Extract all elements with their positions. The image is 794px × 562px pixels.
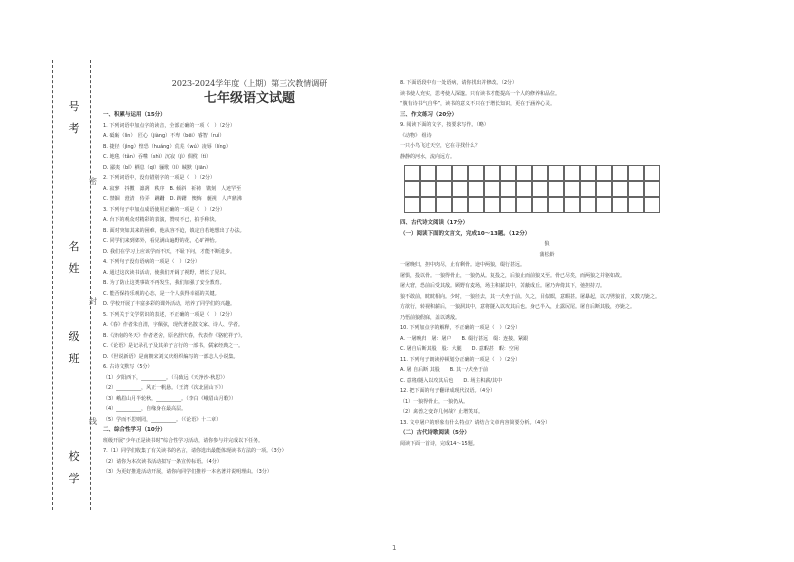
grid-cell[interactable] <box>484 197 500 213</box>
question-line: A. 通过这次读书活动，使我们开阔了视野，增长了见识。 <box>103 269 230 276</box>
reading-line: 11. 下列句子朗读停顿划分正确的一项是（ ）（2分） <box>400 356 521 363</box>
grid-cell[interactable] <box>596 165 612 181</box>
question-line: 6. 古诗文默写（5分） <box>103 364 153 370</box>
grid-cell[interactable] <box>532 197 548 213</box>
grid-cell[interactable] <box>564 165 580 181</box>
grid-cell[interactable] <box>420 197 436 213</box>
reading-line: 屠大窘，恐前后受其敌。顾野有麦场，场主积薪其中，苫蔽成丘。屠乃奔倚其下，弛担持刀。 <box>400 283 606 289</box>
grid-cell[interactable] <box>548 197 564 213</box>
grid-cell[interactable] <box>404 197 420 213</box>
gutter-dashed-line <box>52 60 53 510</box>
grid-cell[interactable] <box>644 165 660 181</box>
question-line: 8. 下面语段中有一处语病，请你找出并修改。（2分） <box>400 80 518 86</box>
reading-line: A. 一屠晚归 屠：屠户 B. 缀行甚远 缀：连接，紧跟 <box>400 335 529 342</box>
seal-line-label: 封 <box>89 297 97 306</box>
question-line: （2）__________，风正一帆悬。（王湾《次北固山下》） <box>103 385 227 391</box>
left-column <box>103 78 396 478</box>
question-line: 静静的河水，流向远方。 <box>400 153 456 160</box>
reading-line: C. 意将/隧入以攻其后也 D. 场主积薪/其中 <box>400 377 503 384</box>
grid-cell[interactable] <box>548 165 564 181</box>
question-line: B. 捷径（jìng）惶恐（huáng）荒芜（wú）凌辱（líng） <box>103 143 231 150</box>
grid-cell[interactable] <box>404 165 420 181</box>
question-line: （3）为更好推进活动开展，请你向同学们推荐一本名著并说明理由。（3分） <box>103 469 272 475</box>
question-line: A. 台下的观众对精彩的表演，赞叹不已，拍手称快。 <box>103 217 220 223</box>
grid-cell[interactable] <box>484 165 500 181</box>
grid-cell[interactable] <box>612 197 628 213</box>
question-line: D. 我们在学习上应该学而不厌，不耻下问，才能不断进步。 <box>103 248 236 255</box>
question-line: C.《论语》是记录孔子及其弟子言行的一部书，儒家经典之一。 <box>103 343 244 349</box>
question-line: 《动物》 组诗 <box>400 132 432 139</box>
reading-line: 四、古代诗文阅读（17分） <box>400 220 469 226</box>
grid-cell[interactable] <box>516 197 532 213</box>
grid-cell[interactable] <box>436 181 452 197</box>
question-line: 班级开展“少年正是读书时”综合性学习活动，请你参与并完成以下任务。 <box>103 437 264 444</box>
reading-line: 方欲行，转视积薪后，一狼洞其中，意将隧入以攻其后也。身已半入，止露尻尾。屠自后断其股，亦毙之。 <box>400 304 636 310</box>
question-line: “腹有诗书气自华”，读书的意义不只在于增长知识，更在于涵养心灵。 <box>400 101 556 107</box>
right-column <box>400 78 694 449</box>
grid-cell[interactable] <box>580 165 596 181</box>
gutter-label: 考 <box>68 122 80 135</box>
gutter-label: 校 <box>68 450 80 463</box>
grid-cell[interactable] <box>452 197 468 213</box>
reading-line: （一）阅读下面的文言文，完成10～13题。（12分） <box>400 230 531 237</box>
question-line: （4）__________，自缘身在最高层。 <box>103 406 187 412</box>
writing-grid <box>404 165 662 215</box>
grid-cell[interactable] <box>580 181 596 197</box>
question-line: 读书使人充实，思考使人深邃。只有读书才能提高一个人的修养和品位。 <box>400 90 561 97</box>
question-line: （5）学而不思则罔，__________。（《论语》十二章） <box>103 416 222 423</box>
grid-cell[interactable] <box>644 197 660 213</box>
grid-cell[interactable] <box>628 165 644 181</box>
reading-line: 12. 把下面的句子翻译成现代汉语。（4分） <box>400 388 496 394</box>
question-line: 9. 阅读下面的文字，按要求写作。（略） <box>400 122 489 128</box>
reading-line: 蒲松龄 <box>539 251 555 258</box>
question-line: 一只小鸟飞过天空，它在寻找什么？ <box>400 143 481 149</box>
grid-cell[interactable] <box>500 181 516 197</box>
reading-line: （2）禽兽之变诈几何哉？止增笑耳。 <box>400 409 484 415</box>
grid-cell[interactable] <box>612 181 628 197</box>
question-line: 7.（1）同学们收集了有关读书的名言，请你选出最能体现读书方法的一项。（3分） <box>103 448 287 454</box>
reading-line: 13. 文中屠户的形象有什么特点？请结合文章内容简要分析。（4分） <box>400 419 551 426</box>
grid-cell[interactable] <box>436 197 452 213</box>
seal-line-label: 线 <box>89 417 97 426</box>
question-line: C. 能否保持乐观的心态，是一个人获得幸福的关键。 <box>103 290 220 297</box>
gutter-label: 名 <box>68 240 80 253</box>
reading-line: 乃悟前狼假寐，盖以诱敌。 <box>400 314 461 321</box>
reading-line: 屠惧，投以骨。一狼得骨止，一狼仍从。复投之，后狼止而前狼又至。骨已尽矣，而两狼之并驱如故。 <box>400 272 626 279</box>
question-line: B.《济南的冬天》作者老舍，原名舒庆春，代表作《骆驼祥子》。 <box>103 332 246 339</box>
gutter-dashed-line <box>90 60 91 510</box>
grid-cell[interactable] <box>596 181 612 197</box>
question-line: 5. 下列关于文学常识的表述，不正确的一项是（ ）（2分） <box>103 311 236 318</box>
reading-line: （1）一狼得骨止，一狼仍从。 <box>400 398 469 405</box>
grid-cell[interactable] <box>468 197 484 213</box>
grid-cell[interactable] <box>452 165 468 181</box>
question-line: A.《春》作者朱自清，字佩弦，现代著名散文家、诗人、学者。 <box>103 322 243 328</box>
grid-cell[interactable] <box>532 165 548 181</box>
question-line: C. 同学们来到郊外，看见满山遍野的花，心旷神怡。 <box>103 238 220 244</box>
page-number: 1 <box>392 544 397 552</box>
grid-cell[interactable] <box>644 181 660 197</box>
grid-cell[interactable] <box>420 181 436 197</box>
grid-cell[interactable] <box>596 197 612 213</box>
reading-line: 阅读下面一首诗，完成14～15题。 <box>400 440 478 447</box>
grid-cell[interactable] <box>532 181 548 197</box>
grid-cell[interactable] <box>628 181 644 197</box>
question-line: 三、作文练习（20分） <box>400 111 458 118</box>
gutter-label: 级 <box>68 330 80 343</box>
grid-cell[interactable] <box>500 197 516 213</box>
question-line: A. 寂寥 抖擞 凛冽 秩序 B. 倾斜 祈祷 镌刻 人迹罕至 <box>103 185 242 192</box>
question-line: D.《世说新语》是南朝宋刘义庆组织编写的一部志人小说集。 <box>103 353 239 360</box>
grid-cell[interactable] <box>468 165 484 181</box>
grid-cell[interactable] <box>548 181 564 197</box>
question-line: 2. 下列词语中，没有错别字的一项是（ ）（2分） <box>103 175 216 181</box>
reading-line: （二）古代诗歌阅读（5分） <box>400 430 470 436</box>
binding-gutter <box>40 60 100 510</box>
grid-cell[interactable] <box>452 181 468 197</box>
grid-cell[interactable] <box>500 165 516 181</box>
seal-line-label: 密 <box>89 177 97 186</box>
exam-header: 2023-2024学年度（上期）第三次教情调研 <box>171 79 328 88</box>
question-line: 1. 下列词语中加点字的读音，全部正确的一项（ ）（2分） <box>103 122 236 129</box>
grid-cell[interactable] <box>420 165 436 181</box>
grid-cell[interactable] <box>612 165 628 181</box>
question-line: C. 地毯（tǎn）吞噬（shì）沉寂（jì）倜傥（tì） <box>103 154 212 160</box>
question-line: 3. 下列句子中加点成语使用正确的一项是（ ）（2分） <box>103 206 226 213</box>
question-line: B. 面对突如其来的困难，他从容不迫，镇定自若地想出了办法。 <box>103 227 245 234</box>
question-line: D. 鄙夷（bǐ）栖息（qī）骊歌（lí）缄默（jiān） <box>103 164 211 171</box>
reading-line: 狼不敢前，眈眈相向。少时，一狼径去，其一犬坐于前。久之，目似瞑，意暇甚。屠暴起，以刀劈狼首，又数刀毙之。 <box>400 293 661 300</box>
reading-line: C. 屠自后断其股 股：大腿 D. 意暇甚 暇：空闲 <box>400 346 519 352</box>
reading-line: 10. 下列加点字的解释，不正确的一项是（ ）（2分） <box>400 325 521 331</box>
grid-cell[interactable] <box>516 181 532 197</box>
grid-cell[interactable] <box>404 181 420 197</box>
grid-cell[interactable] <box>564 181 580 197</box>
question-line: 二、综合性学习（10分） <box>103 427 166 433</box>
question-line: 4. 下列句子没有语病的一项是（ ）（2分） <box>103 259 201 265</box>
grid-cell[interactable] <box>580 197 596 213</box>
gutter-label: 班 <box>68 352 80 365</box>
question-line: B. 为了防止这类事故不再发生，我们加强了安全教育。 <box>103 280 225 286</box>
grid-cell[interactable] <box>564 197 580 213</box>
grid-cell[interactable] <box>484 181 500 197</box>
gutter-label: 姓 <box>68 262 80 275</box>
question-line: （3）峨眉山月半轮秋，__________。（李白《峨眉山月歌》） <box>103 395 237 402</box>
question-line: （1）夕阳西下，__________。（马致远《天净沙·秋思》） <box>103 374 228 381</box>
gutter-label: 学 <box>68 472 80 485</box>
grid-cell[interactable] <box>468 181 484 197</box>
grid-cell[interactable] <box>628 197 644 213</box>
exam-title: 七年级语文试题 <box>203 91 295 106</box>
question-line: （2）请你为本次读书活动拟写一条宣传标语。（4分） <box>103 458 222 465</box>
reading-line: 狼 <box>544 241 550 247</box>
reading-line: 一屠晚归，担中肉尽，止有剩骨。途中两狼，缀行甚远。 <box>400 262 526 268</box>
question-line: 一、积累与运用（15分） <box>103 112 166 118</box>
question-line: C. 禁锢 澄清 侍弄 蹒跚 D. 踌躇 懊悔 藐视 人声鼎沸 <box>103 196 242 202</box>
question-line: A. 砥砺（lìn） 匠心（jiàng）不卑（bēi）睿智（ruì） <box>103 133 225 139</box>
question-line: D. 学校开展了丰富多彩的课外活动，培养了同学们的兴趣。 <box>103 301 236 307</box>
grid-cell[interactable] <box>436 165 452 181</box>
grid-cell[interactable] <box>516 165 532 181</box>
reading-line: A. 屠 自后断 其股 B. 其一/犬坐于前 <box>400 367 488 373</box>
gutter-label: 号 <box>68 100 80 113</box>
